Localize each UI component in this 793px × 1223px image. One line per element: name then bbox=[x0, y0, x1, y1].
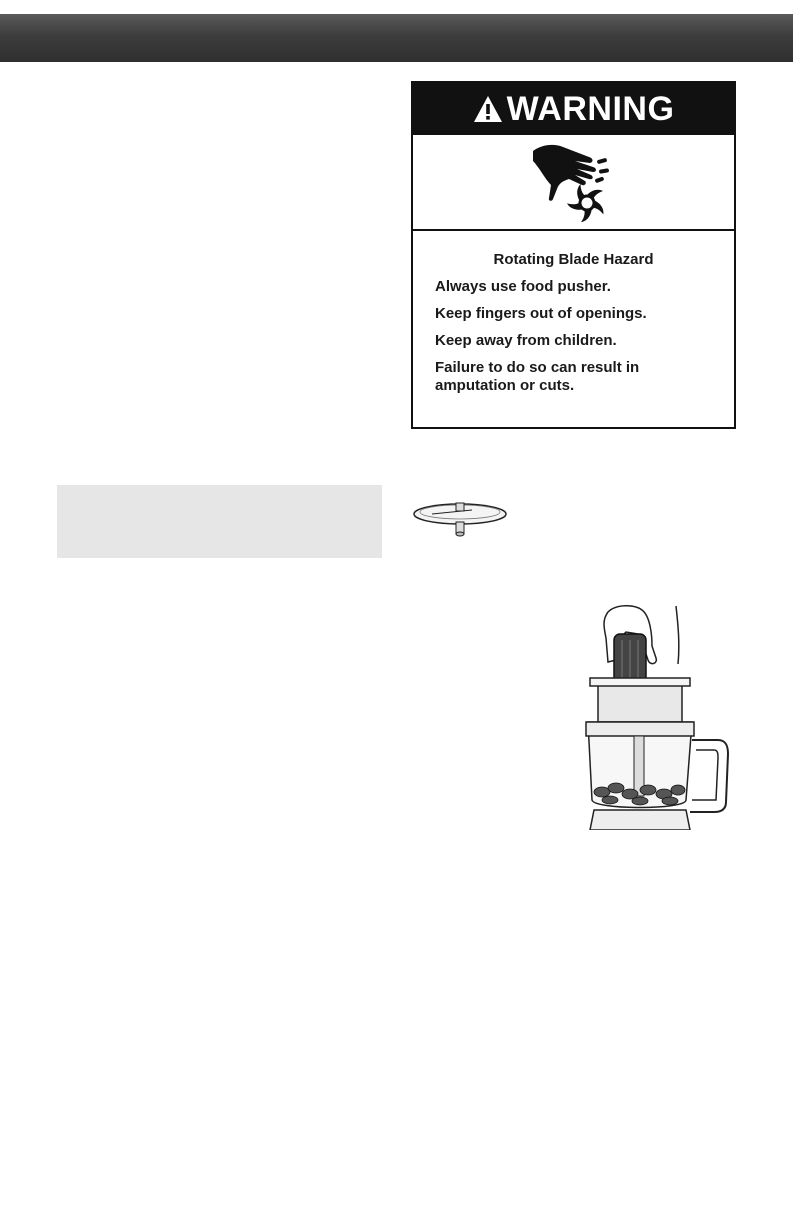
hazard-line: Keep fingers out of openings. bbox=[435, 305, 647, 322]
footer-print-mark bbox=[0, 1214, 180, 1220]
hand-blade-hazard-icon bbox=[531, 141, 621, 225]
hazard-line: Keep away from children. bbox=[435, 332, 617, 349]
slicing-disc-illustration bbox=[412, 498, 510, 540]
warning-label bbox=[411, 81, 736, 429]
hazard-line: Always use food pusher. bbox=[435, 278, 611, 295]
hazard-line: Failure to do so can result in amputation or cuts. bbox=[435, 359, 640, 394]
page-header-bar bbox=[0, 14, 793, 62]
hazard-pictogram bbox=[413, 135, 734, 231]
alert-triangle-icon bbox=[473, 95, 503, 123]
warning-body bbox=[413, 231, 734, 395]
hazard-title: Rotating Blade Hazard bbox=[493, 251, 654, 268]
note-box bbox=[57, 485, 382, 558]
food-processor-illustration bbox=[578, 604, 734, 830]
warning-title-bar bbox=[413, 83, 734, 135]
warning-title: WARNING bbox=[506, 90, 675, 128]
